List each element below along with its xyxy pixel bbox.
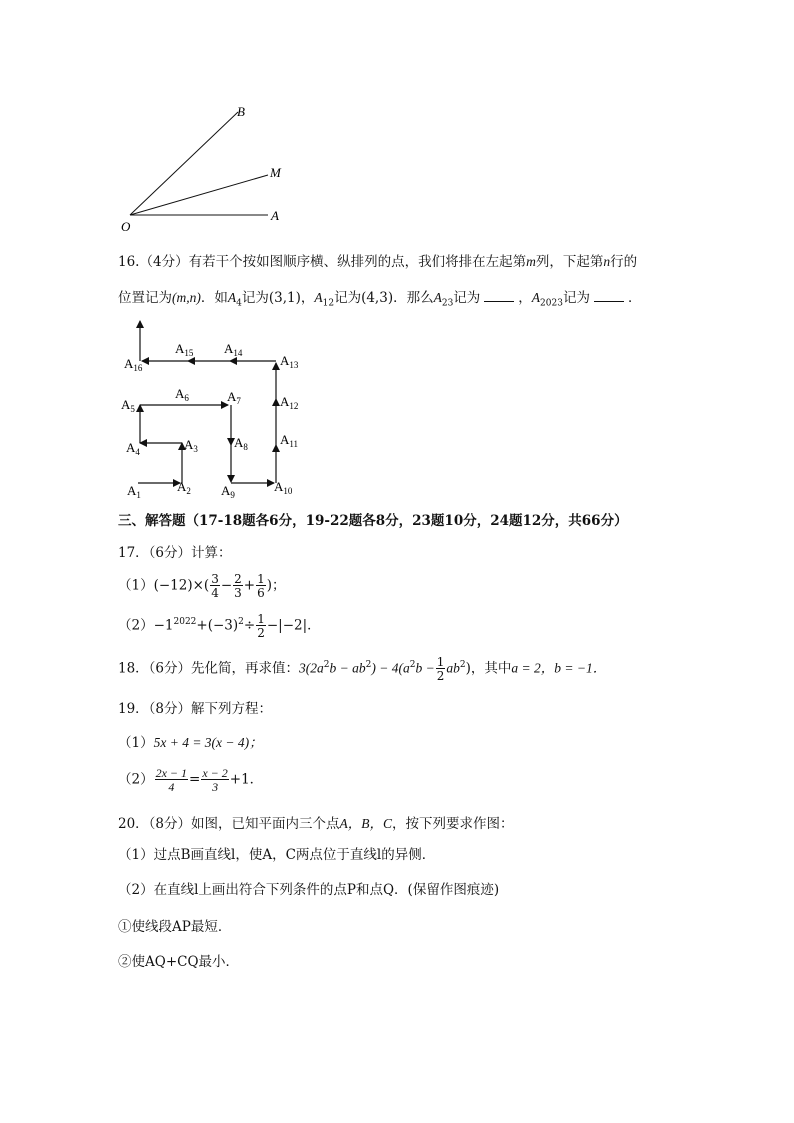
q18-line: 18．（6分）先化简，再求值：$3(2a^2b - ab^2) - 4(a^2b$ − $\frac{1}{2}$ $ab^2$)，其中a = 2，b = −1． (118, 655, 607, 683)
angle-figure (110, 95, 310, 240)
q17-p1-label: （1） (118, 577, 154, 594)
point-label-a1: $A_1$ (127, 483, 141, 500)
fraction: $\frac{1}{2}$ (257, 612, 265, 640)
label-o: O (121, 219, 131, 234)
q16-p2: (4,3) (361, 290, 394, 306)
fraction: $\frac{3}{4}$ (211, 572, 219, 600)
q17-p2-label: （2） (118, 617, 154, 634)
q16-a12: A (314, 290, 323, 305)
q16-line2 (118, 286, 641, 309)
q17-part2: $(2)-1^{2022}+(-3)^2\div$ $\frac{1}{2}$ −|−2|． (118, 612, 321, 640)
q16-text2h: ， (518, 290, 532, 306)
fraction: $\frac{2}{3}$ (234, 572, 242, 600)
q16-line1 (118, 250, 637, 270)
q16-n: n (603, 254, 611, 269)
point-label-a16: $A_{16}$ (124, 356, 143, 373)
fraction: $\frac{x - 2}{3}$ (202, 766, 228, 794)
section3-title: 三、解答题（17-18题各6分，19-22题各8分，23题10分，24题12分，共66分） (118, 513, 628, 529)
q16-m: m (526, 254, 536, 269)
point-label-a9: $A_9$ (221, 483, 235, 500)
label-b: B (237, 104, 245, 119)
q16-text1c: 行的 (610, 254, 638, 270)
q16-text2b: ．如 (200, 290, 228, 306)
q19-head: 19．（8分）解下列方程： (118, 701, 273, 717)
q16-text1: 有若干个按如图顺序横、纵排列的点，我们将排在左起第 (188, 254, 527, 270)
answer-blank-1[interactable] (484, 291, 514, 302)
q16-a23-sub: 23 (441, 298, 454, 309)
q20-part1: （1）过点B画直线l，使A，C两点位于直线l的异侧． (118, 847, 436, 863)
point-label-a14: $A_{14}$ (224, 341, 243, 358)
q17-p1-a: (−12)×( (153, 577, 210, 594)
q16-text2d: ， (300, 290, 315, 306)
point-label-a13: $A_{13}$ (280, 353, 299, 370)
q16-mn: (m,n) (172, 290, 201, 305)
point-label-a6: $A_6$ (175, 386, 189, 403)
point-label-a2: $A_2$ (177, 479, 191, 496)
point-path-figure (110, 315, 330, 505)
q16-a2023-sub: 2023 (540, 298, 563, 309)
point-label-a4: $A_4$ (126, 440, 140, 457)
q16-text1b: 列，下起第 (535, 254, 604, 270)
point-label-a3: $A_3$ (184, 437, 198, 454)
q16-text2a: 位置记为 (118, 290, 172, 306)
q16-text2g: 记为 (453, 290, 481, 306)
q17-head: 17．（6分）计算： (118, 545, 232, 561)
point-label-a10: $A_{10}$ (274, 479, 293, 496)
q16-p1: (3,1) (268, 290, 301, 306)
fraction: $\frac{2x - 1}{4}$ (155, 766, 188, 794)
answer-blank-2[interactable] (594, 291, 624, 302)
q16-a2023: A (531, 290, 541, 305)
q20-condition2: ②使AQ+CQ最小． (118, 954, 240, 970)
q16-a12-sub: 12 (322, 298, 335, 309)
q16-a4-sub: 4 (236, 298, 242, 309)
q16-a4: A (227, 290, 237, 305)
q20-part2: （2）在直线l上画出符合下列条件的点P和点Q．(保留作图痕迹) (118, 882, 500, 898)
q16-text2e: 记为 (334, 290, 362, 306)
point-label-a11: $A_{11}$ (280, 432, 299, 449)
q16-text2j: ． (627, 290, 642, 306)
q16-text2f: ．那么 (393, 290, 434, 306)
point-label-a15: $A_{15}$ (175, 341, 194, 358)
q20-head: 20．（8分）如图，已知平面内三个点A，B，C，按下列要求作图： (118, 816, 514, 832)
point-label-a5: $A_5$ (121, 397, 135, 414)
q17-part1: （1）(−12)×( $\frac{3}{4}$ − $\frac{2}{3}$ + $\frac{1}{6}$ )； (118, 572, 286, 600)
label-m: M (270, 165, 281, 180)
point-label-a7: $A_7$ (227, 389, 241, 406)
label-a: A (271, 208, 279, 223)
q18-head: 18．（6分）先化简，再求值： (118, 660, 300, 677)
point-label-a12: $A_{12}$ (280, 394, 299, 411)
fraction: $\frac{1}{2}$ (436, 655, 445, 683)
q20-condition1: ①使线段AP最短． (118, 919, 232, 935)
q16-text2i: 记为 (562, 290, 590, 306)
point-label-a8: $A_8$ (234, 435, 248, 452)
q19-part2: （2） $\frac{2x - 1}{4}$ = $\frac{x - 2}{3}$ +1． (118, 766, 264, 794)
q16-text2c: 记为 (241, 290, 269, 306)
q16-score: （4分） (139, 254, 189, 270)
fraction: $\frac{1}{6}$ (257, 572, 265, 600)
q16-number: 16. (118, 254, 140, 270)
q19-part1: （1）5x + 4 = 3(x − 4)； (118, 735, 263, 751)
q16-a23: A (433, 290, 442, 305)
